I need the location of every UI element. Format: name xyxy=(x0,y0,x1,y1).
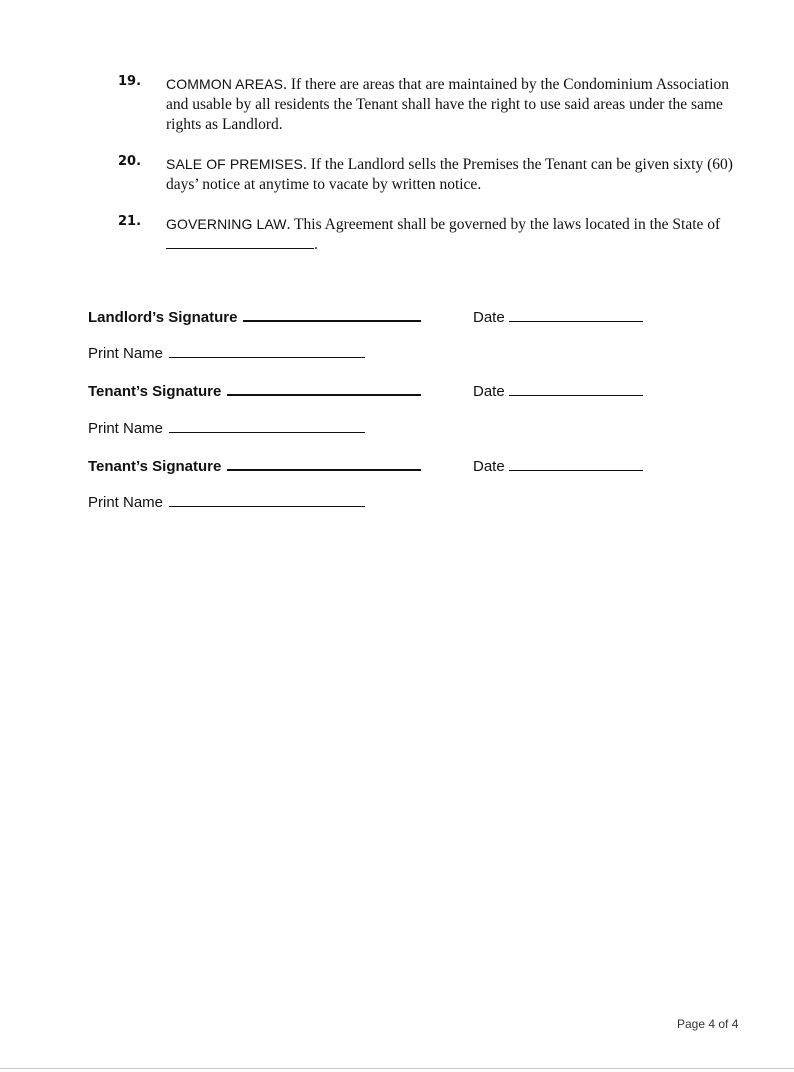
tenant2-date-line[interactable] xyxy=(509,470,643,471)
clause-text: . If the Landlord sells the Premises the Tenant can be given sixty (60) days’ notice at anytime to vacate by written notice. xyxy=(166,156,733,193)
print-name-label: Print Name xyxy=(88,494,164,511)
clause-body xyxy=(166,214,736,255)
tenant2-date-row xyxy=(473,458,643,475)
landlord-signature-line[interactable] xyxy=(243,320,421,322)
date-label: Date xyxy=(473,458,505,475)
tenant1-signature-row xyxy=(88,383,421,400)
tenant1-signature-label: Tenant’s Signature xyxy=(88,383,222,400)
date-label: Date xyxy=(473,309,505,326)
page-number: Page 4 of 4 xyxy=(677,1017,739,1031)
tenant2-signature-row xyxy=(88,458,421,475)
landlord-date-row xyxy=(473,309,643,326)
clause-text: . If there are areas that are maintained by the Condominium Association and usable by all residents the Tenant shall have the right to use said areas under the same rights as Landlord. xyxy=(166,76,730,133)
clause-heading: GOVERNING LAW xyxy=(166,216,287,232)
tenant1-date-line[interactable] xyxy=(509,395,643,396)
tenant2-print-name-line[interactable] xyxy=(169,506,365,507)
tenant1-date-row xyxy=(473,383,643,400)
tenant1-print-name-row xyxy=(88,420,365,437)
print-name-label: Print Name xyxy=(88,420,164,437)
print-name-label: Print Name xyxy=(88,345,164,362)
clause-body xyxy=(166,74,736,135)
clause-text: . This Agreement shall be governed by the laws located in the State of xyxy=(286,216,721,233)
tenant2-signature-label: Tenant’s Signature xyxy=(88,458,222,475)
landlord-signature-row xyxy=(88,309,421,326)
state-blank-line[interactable] xyxy=(166,236,314,249)
landlord-signature-label: Landlord’s Signature xyxy=(88,309,238,326)
tenant2-print-name-row xyxy=(88,494,365,511)
tenant1-print-name-line[interactable] xyxy=(169,432,365,433)
tenant1-signature-line[interactable] xyxy=(227,394,421,396)
landlord-date-line[interactable] xyxy=(509,321,643,322)
clause-text-end: . xyxy=(314,236,318,253)
clause-number: 20. xyxy=(118,154,142,169)
clause-body xyxy=(166,154,736,195)
tenant2-signature-line[interactable] xyxy=(227,469,421,471)
date-label: Date xyxy=(473,383,505,400)
landlord-print-name-line[interactable] xyxy=(169,357,365,358)
landlord-print-name-row xyxy=(88,345,365,362)
clause-heading: SALE OF PREMISES xyxy=(166,156,303,172)
clause-number: 19. xyxy=(118,74,142,89)
clause-number: 21. xyxy=(118,214,142,229)
clause-heading: COMMON AREAS xyxy=(166,76,284,92)
